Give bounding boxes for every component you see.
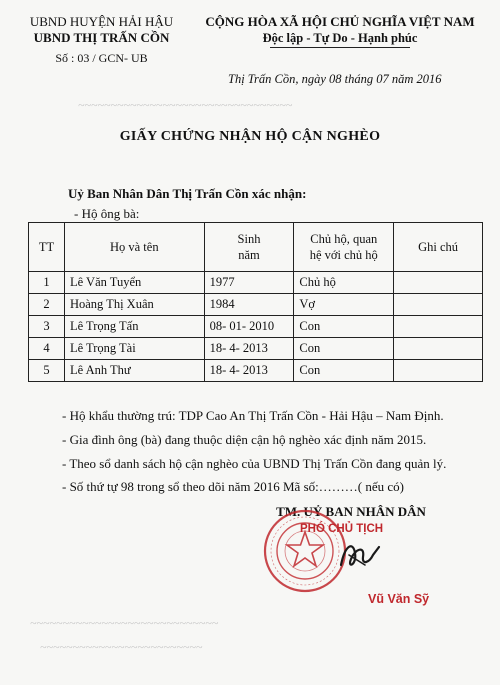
- place-date: Thị Trấn Cồn, ngày 08 tháng 07 năm 2016: [228, 72, 442, 86]
- cell-relation: Vợ: [294, 294, 394, 316]
- cell-tt: 5: [29, 360, 65, 382]
- cell-tt: 3: [29, 316, 65, 338]
- header-birth-line2: năm: [238, 248, 260, 262]
- registry-line: - Theo sổ danh sách hộ cận nghèo của UBND Thị Trấn Cồn đang quản lý.: [62, 456, 447, 471]
- table-header-row: [29, 223, 483, 272]
- table-row: [29, 360, 483, 382]
- cell-birth: 18- 4- 2013: [204, 338, 294, 360]
- cell-note: [394, 360, 483, 382]
- agency-district: UBND HUYỆN HẢI HẬU: [29, 14, 174, 29]
- handwritten-signature-icon: [335, 535, 385, 575]
- table-row: [29, 294, 483, 316]
- table-row: [29, 316, 483, 338]
- cell-name: Lê Trọng Tấn: [64, 316, 204, 338]
- agency-town: UBND THỊ TRẤN CỒN: [33, 30, 170, 45]
- cell-note: [394, 316, 483, 338]
- header-relation-line2: hệ với chủ hộ: [309, 248, 378, 262]
- bleed-through-text: ~~~~~~~~~~~~~~~~~~~~~~~~~~~~~~~~~: [78, 98, 293, 112]
- bleed-through-text: ~~~~~~~~~~~~~~~~~~~~~~~~~: [40, 640, 203, 654]
- signer-name: Vũ Văn Sỹ: [368, 592, 430, 606]
- bleed-through-text: ~~~~~~~~~~~~~~~~~~~~~~~~~~~~~: [30, 616, 219, 630]
- header-note: Ghi chú: [394, 223, 483, 272]
- cell-tt: 4: [29, 338, 65, 360]
- cell-note: [394, 294, 483, 316]
- national-header: [195, 14, 485, 48]
- table-row: [29, 272, 483, 294]
- record-number-line: - Số thứ tự 98 trong sổ theo dõi năm 2016 Mã số:………( nếu có): [62, 479, 404, 494]
- header-birth: [204, 223, 294, 272]
- nation-name: CỘNG HÒA XÃ HỘI CHỦ NGHĨA VIỆT NAM: [205, 14, 475, 29]
- cell-note: [394, 338, 483, 360]
- document-number: Số : 03 / GCN- UB: [55, 51, 148, 65]
- header-relation-line1: Chủ hộ, quan: [310, 232, 378, 246]
- cell-birth: 08- 01- 2010: [204, 316, 294, 338]
- household-members-table: [28, 222, 483, 382]
- document-title: GIẤY CHỨNG NHẬN HỘ CẬN NGHÈO: [119, 129, 381, 144]
- cell-relation: Con: [294, 316, 394, 338]
- header-relation: [294, 223, 394, 272]
- signature-authority: TM. UỶ BAN NHÂN DÂN: [276, 504, 426, 519]
- cell-note: [394, 272, 483, 294]
- signer-role: PHÓ CHỦ TỊCH: [300, 523, 384, 535]
- agency-header: [14, 14, 189, 66]
- cell-birth: 1977: [204, 272, 294, 294]
- cell-relation: Con: [294, 360, 394, 382]
- residence-line: - Hộ khẩu thường trú: TDP Cao An Thị Trấn Cồn - Hải Hậu – Nam Định.: [62, 408, 444, 423]
- cell-birth: 18- 4- 2013: [204, 360, 294, 382]
- header-birth-line1: Sinh: [237, 232, 261, 246]
- cell-tt: 2: [29, 294, 65, 316]
- status-line: - Gia đình ông (bà) đang thuộc diện cận hộ nghèo xác định năm 2015.: [62, 432, 427, 447]
- cell-relation: Con: [294, 338, 394, 360]
- cell-name: Lê Anh Thư: [64, 360, 204, 382]
- cell-name: Hoàng Thị Xuân: [64, 294, 204, 316]
- table-row: [29, 338, 483, 360]
- cell-name: Lê Văn Tuyển: [64, 272, 204, 294]
- header-name: Họ và tên: [64, 223, 204, 272]
- cell-tt: 1: [29, 272, 65, 294]
- cell-birth: 1984: [204, 294, 294, 316]
- cell-name: Lê Trọng Tài: [64, 338, 204, 360]
- motto-underline: [270, 47, 410, 48]
- nation-motto: Độc lập - Tự Do - Hạnh phúc: [262, 31, 418, 45]
- header-tt: TT: [29, 223, 65, 272]
- household-label: - Hộ ông bà:: [74, 206, 140, 221]
- confirm-statement: Uỷ Ban Nhân Dân Thị Trấn Cồn xác nhận:: [68, 186, 307, 201]
- cell-relation: Chủ hộ: [294, 272, 394, 294]
